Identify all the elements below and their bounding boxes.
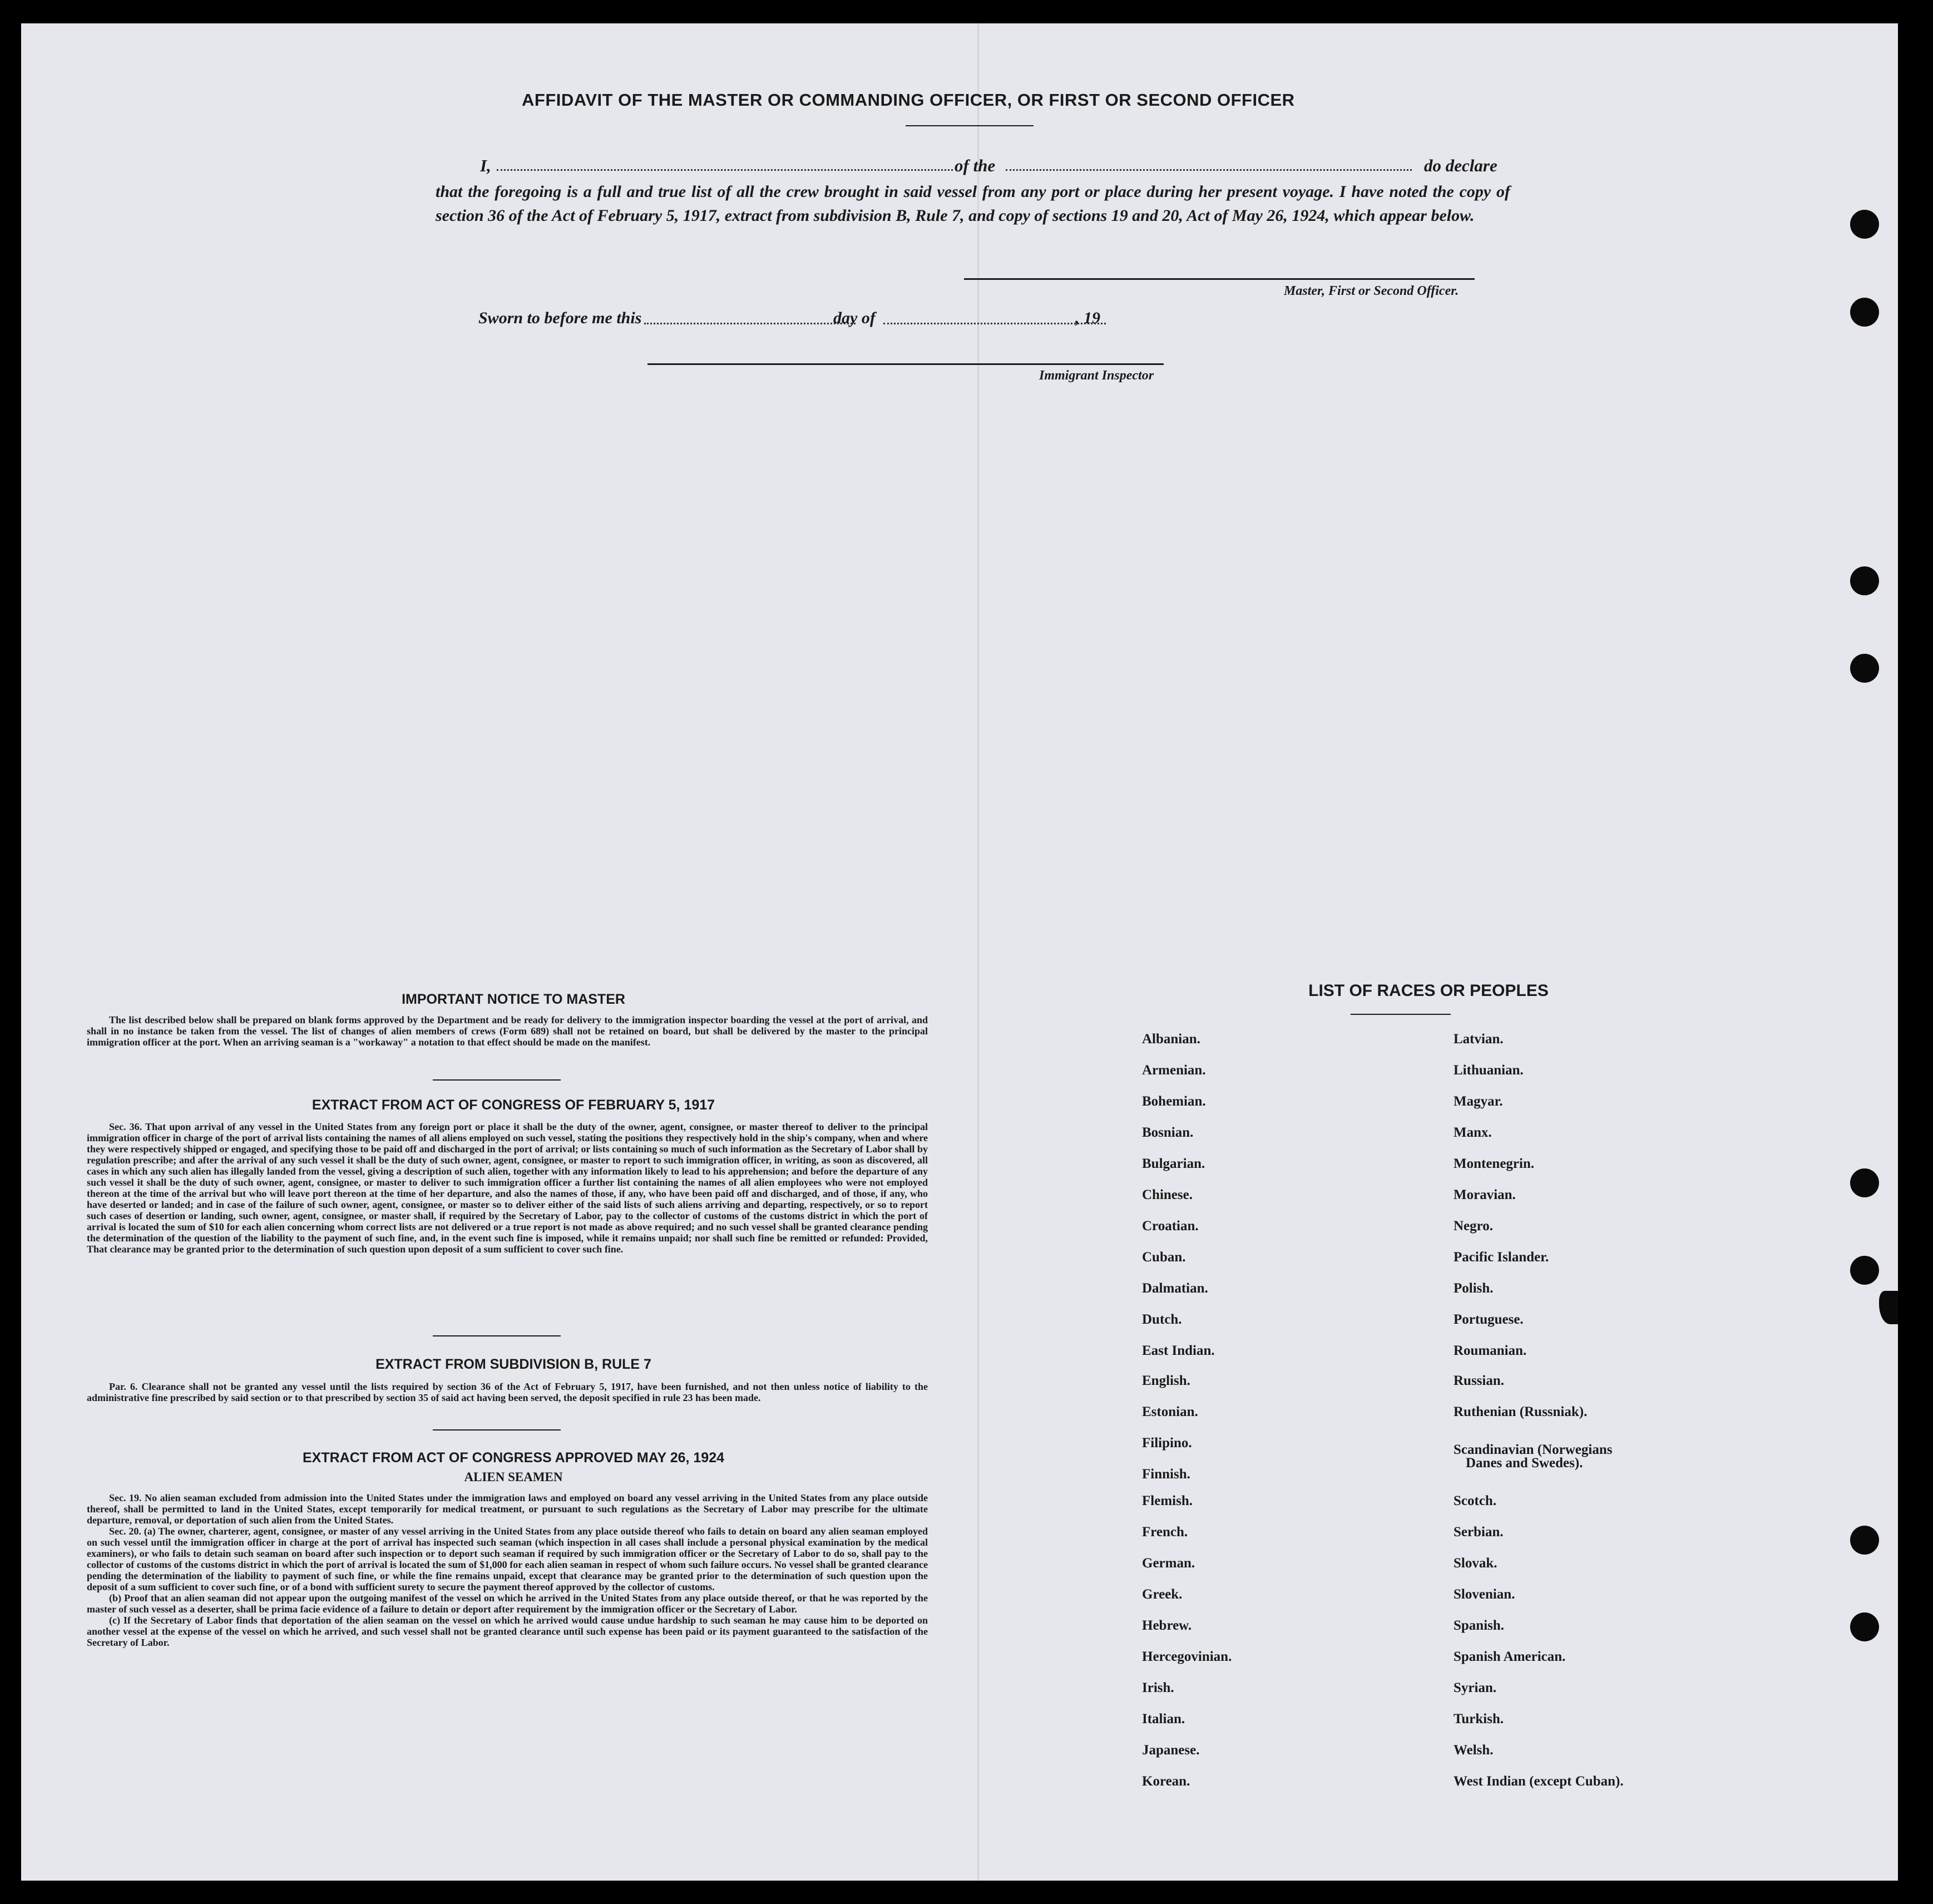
- race-item: Flemish.: [1142, 1493, 1193, 1508]
- extract-1917-paragraph: Sec. 36. That upon arrival of any vessel in the United States from any foreign port or place it shall be the duty of the owner, agent, consignee, or master thereof to deliver to the principal immigration officer in charge of the port of arrival lists containing the names of all aliens employed on such vessel, stating the positions they respectively hold in the ship's company, when and where they were respectively shipped or engaged, and specifying those to be paid off and discharged in the port of arrival; or lists containing so much of such information as the Secretary of Labor shall by regulation prescribe; and after the arrival of any such vessel it shall be the duty of such owner, agent, consignee, or master to report to such immigration officer, in writing, as soon as discovered, all cases in which any such alien has illegally landed from the vessel, giving a description of such alien, together with any information likely to lead to his apprehension; and before the departure of any such vessel it shall be the duty of such owner, agent, consignee, or master to deliver to such immigration officer a further list containing the names of all alien employees who were not employed thereon at the time of the arrival but who will leave port thereon at the time of her departure, and also the names of those, if any, who have been paid off and discharged, and of those, if any, who have deserted or landed; and in case of the failure of such owner, agent, consignee, or master so to deliver either of the said lists of such aliens arriving and departing, respectively, or so to report such cases of desertion or landing, such owner, agent, consignee, or master shall, if required by the Secretary of Labor, pay to the collector of customs of the customs district in which the port of arrival is located the sum of $10 for each alien concerning whom correct lists are not delivered or a true report is not made as above required; and no such vessel shall be granted clearance pending the determination of the question of the liability to the payment of such fine, and, in the event such fine is imposed, while it remains unpaid; nor shall such fine be remitted or refunded: Provided, That clearance may be granted prior to the determination of such question upon deposit of a sum sufficient to cover such fine.: [87, 1121, 928, 1255]
- sworn-day-of-label: day of: [833, 309, 876, 327]
- extract-1917-text: [87, 1121, 928, 1255]
- race-item: Hebrew.: [1142, 1618, 1192, 1633]
- torn-edge-mark: [1879, 1291, 1898, 1324]
- sec-20c-paragraph: (c) If the Secretary of Labor finds that deportation of the alien seaman on the vessel on which he arrived would cause undue hardship to such seaman he may cause him to be deported on another vessel at the expense of the vessel on which he arrived, and such vessel shall not be granted clearance until such expense has been paid or its payment guaranteed to the satisfaction of the Secretary of Labor.: [87, 1615, 928, 1648]
- race-item: Spanish American.: [1454, 1649, 1566, 1664]
- race-item: Hercegovinian.: [1142, 1649, 1232, 1664]
- extract-rule7-title: EXTRACT FROM SUBDIVISION B, RULE 7: [375, 1357, 651, 1372]
- race-item: West Indian (except Cuban).: [1454, 1774, 1624, 1789]
- race-item: Portuguese.: [1454, 1312, 1524, 1327]
- notice-title: IMPORTANT NOTICE TO MASTER: [402, 992, 625, 1007]
- race-item: Slovak.: [1454, 1556, 1497, 1571]
- race-item: Pacific Islander.: [1454, 1250, 1549, 1265]
- punch-hole: [1850, 1612, 1879, 1641]
- extract-rule7-text: [87, 1381, 928, 1403]
- race-item: Ruthenian (Russniak).: [1454, 1404, 1588, 1419]
- sworn-day-blank[interactable]: [644, 323, 856, 324]
- race-item: Armenian.: [1142, 1063, 1206, 1078]
- race-item: Estonian.: [1142, 1404, 1198, 1419]
- extract-1924-title: EXTRACT FROM ACT OF CONGRESS APPROVED MAY 26, 1924: [302, 1450, 725, 1466]
- race-item: Lithuanian.: [1454, 1063, 1524, 1078]
- vessel-blank[interactable]: [1006, 169, 1412, 171]
- race-item: Dalmatian.: [1142, 1281, 1208, 1296]
- race-item: Russian.: [1454, 1373, 1505, 1388]
- punch-hole: [1850, 654, 1879, 683]
- race-item: Manx.: [1454, 1125, 1492, 1140]
- races-title: LIST OF RACES OR PEOPLES: [1308, 981, 1549, 1000]
- race-item: Bohemian.: [1142, 1094, 1206, 1109]
- race-item: Negro.: [1454, 1219, 1494, 1234]
- sec-20b-paragraph: (b) Proof that an alien seaman did not appear upon the outgoing manifest of the vessel on which he arrived in the United States from any place outside thereof, or that he was reported by the master of such vessel as a deserter, shall be prima facie evidence of a failure to detain or deport after requirement by the immigration officer or the Secretary of Labor.: [87, 1592, 928, 1615]
- inspector-signature-line[interactable]: [647, 363, 1164, 365]
- punch-hole: [1850, 210, 1879, 239]
- race-item: Latvian.: [1454, 1032, 1504, 1047]
- race-item: Polish.: [1454, 1281, 1494, 1296]
- master-signature-caption: Master, First or Second Officer.: [1284, 284, 1459, 298]
- page-fold: [977, 23, 979, 1881]
- race-item: Bosnian.: [1142, 1125, 1194, 1140]
- race-item: Serbian.: [1454, 1525, 1504, 1540]
- race-item: Turkish.: [1454, 1711, 1504, 1727]
- race-item: Albanian.: [1142, 1032, 1200, 1047]
- race-item: Spanish.: [1454, 1618, 1505, 1633]
- race-item: Scotch.: [1454, 1493, 1497, 1508]
- affidavit-do-declare: do declare: [1424, 156, 1497, 175]
- race-item: Japanese.: [1142, 1743, 1200, 1758]
- race-item: Finnish.: [1142, 1467, 1190, 1482]
- sec-19-paragraph: Sec. 19. No alien seaman excluded from admission into the United States under the immigration laws and employed on board any vessel arriving in the United States from any place outside thereof, shall be permitted to land in the United States, except temporarily for medical treatment, or pursuant to such regulations as the Secretary of Labor may prescribe for the ultimate departure, removal, or deportation of such alien from the United States.: [87, 1492, 928, 1526]
- affidavit-title: AFFIDAVIT OF THE MASTER OR COMMANDING OFFICER, OR FIRST OR SECOND OFFICER: [522, 90, 1295, 110]
- punch-hole: [1850, 298, 1879, 327]
- divider-3: [433, 1429, 561, 1431]
- race-item: Chinese.: [1142, 1187, 1193, 1202]
- affidavit-body: that the foregoing is a full and true list of all the crew brought in said vessel from any port or place during her present voyage. I have noted the copy of section 36 of the Act of February 5, 1917, extract from subdivision B, Rule 7, and copy of sections 19 and 20, Act of May 26, 1924, which appear below.: [436, 182, 1510, 225]
- extract-1924-subtitle: ALIEN SEAMEN: [464, 1470, 563, 1484]
- extract-rule7-paragraph: Par. 6. Clearance shall not be granted any vessel until the lists required by section 36 of the Act of February 5, 1917, have been furnished, and not then unless notice of liability to the administrative fine prescribed by said section or to that prescribed by section 35 of said act having been served, the deposit specified in rule 23 has been made.: [87, 1381, 928, 1403]
- race-item: Roumanian.: [1454, 1343, 1527, 1358]
- document-sheet: [21, 23, 1898, 1881]
- race-item: Scandinavian (Norwegians: [1454, 1442, 1613, 1457]
- race-item: Danes and Swedes).: [1466, 1456, 1583, 1471]
- sec-20a-paragraph: Sec. 20. (a) The owner, charterer, agent, consignee, or master of any vessel arriving in the United States from any place outside thereof who fails to detain on board any alien seaman employed on such vessel until the immigration officer in charge at the port of arrival has inspected such seaman (which inspection in all cases shall include a personal physical examination by the medical examiners), or who fails to detain such seaman on board after such inspection or to deport such seaman if required by such immigration officer or the Secretary of Labor to do so, shall pay to the collector of customs of the customs district in which the port of arrival is located the sum of $1,000 for each alien seaman in respect of whom such failure occurs. No vessel shall be granted clearance pending the determination of the liability to payment of such fine, or while the fine remains unpaid, except that clearance may be granted prior to the determination of such question upon the deposit of a sum sufficient to cover such fine, or of a bond with sufficient surety to secure the payment thereof approved by the collector of customs.: [87, 1526, 928, 1592]
- notice-text: [87, 1014, 928, 1048]
- notice-paragraph: The list described below shall be prepared on blank forms approved by the Department and be ready for delivery to the immigration inspector boarding the vessel at the port of arrival, and shall in no instance be taken from the vessel. The list of changes of alien members of crews (Form 689) shall not be retained on board, but shall be delivered by the master to the principal immigration officer at the port. When an arriving seaman is a "workaway" a notation to that effect should be made on the manifest.: [87, 1014, 928, 1048]
- race-item: East Indian.: [1142, 1343, 1215, 1358]
- races-left-column: [1142, 1032, 1454, 1811]
- sworn-month-blank[interactable]: [883, 323, 1106, 324]
- affidavit-i-label: I,: [480, 156, 491, 175]
- inspector-caption: Immigrant Inspector: [1039, 368, 1154, 383]
- race-item: Greek.: [1142, 1587, 1183, 1602]
- race-item: English.: [1142, 1373, 1190, 1388]
- extract-1924-text: [87, 1492, 928, 1648]
- races-divider: [1351, 1014, 1451, 1015]
- race-item: Filipino.: [1142, 1436, 1192, 1451]
- sworn-label: Sworn to before me this: [478, 309, 642, 327]
- race-item: Montenegrin.: [1454, 1156, 1535, 1171]
- sworn-year-label: , 19: [1075, 309, 1100, 327]
- races-right-column: [1454, 1032, 1765, 1811]
- race-item: Italian.: [1142, 1711, 1185, 1727]
- divider-1: [433, 1079, 561, 1081]
- race-item: Irish.: [1142, 1680, 1174, 1695]
- race-item: German.: [1142, 1556, 1195, 1571]
- race-item: Slovenian.: [1454, 1587, 1515, 1602]
- affidavit-of-the-label: of the: [955, 156, 996, 175]
- divider-2: [433, 1335, 561, 1336]
- race-item: Moravian.: [1454, 1187, 1516, 1202]
- master-signature-line[interactable]: [964, 278, 1475, 280]
- race-item: Croatian.: [1142, 1219, 1199, 1234]
- race-item: Syrian.: [1454, 1680, 1497, 1695]
- race-item: Cuban.: [1142, 1250, 1186, 1265]
- title-divider: [906, 125, 1034, 126]
- race-item: Bulgarian.: [1142, 1156, 1205, 1171]
- punch-hole: [1850, 1256, 1879, 1285]
- punch-hole: [1850, 566, 1879, 595]
- race-item: Welsh.: [1454, 1743, 1494, 1758]
- race-item: Magyar.: [1454, 1094, 1503, 1109]
- punch-hole: [1850, 1168, 1879, 1197]
- extract-1917-title: EXTRACT FROM ACT OF CONGRESS OF FEBRUARY 5, 1917: [312, 1097, 715, 1113]
- name-blank[interactable]: [497, 169, 953, 171]
- punch-hole: [1850, 1526, 1879, 1555]
- race-item: Dutch.: [1142, 1312, 1182, 1327]
- race-item: Korean.: [1142, 1774, 1190, 1789]
- race-item: French.: [1142, 1525, 1188, 1540]
